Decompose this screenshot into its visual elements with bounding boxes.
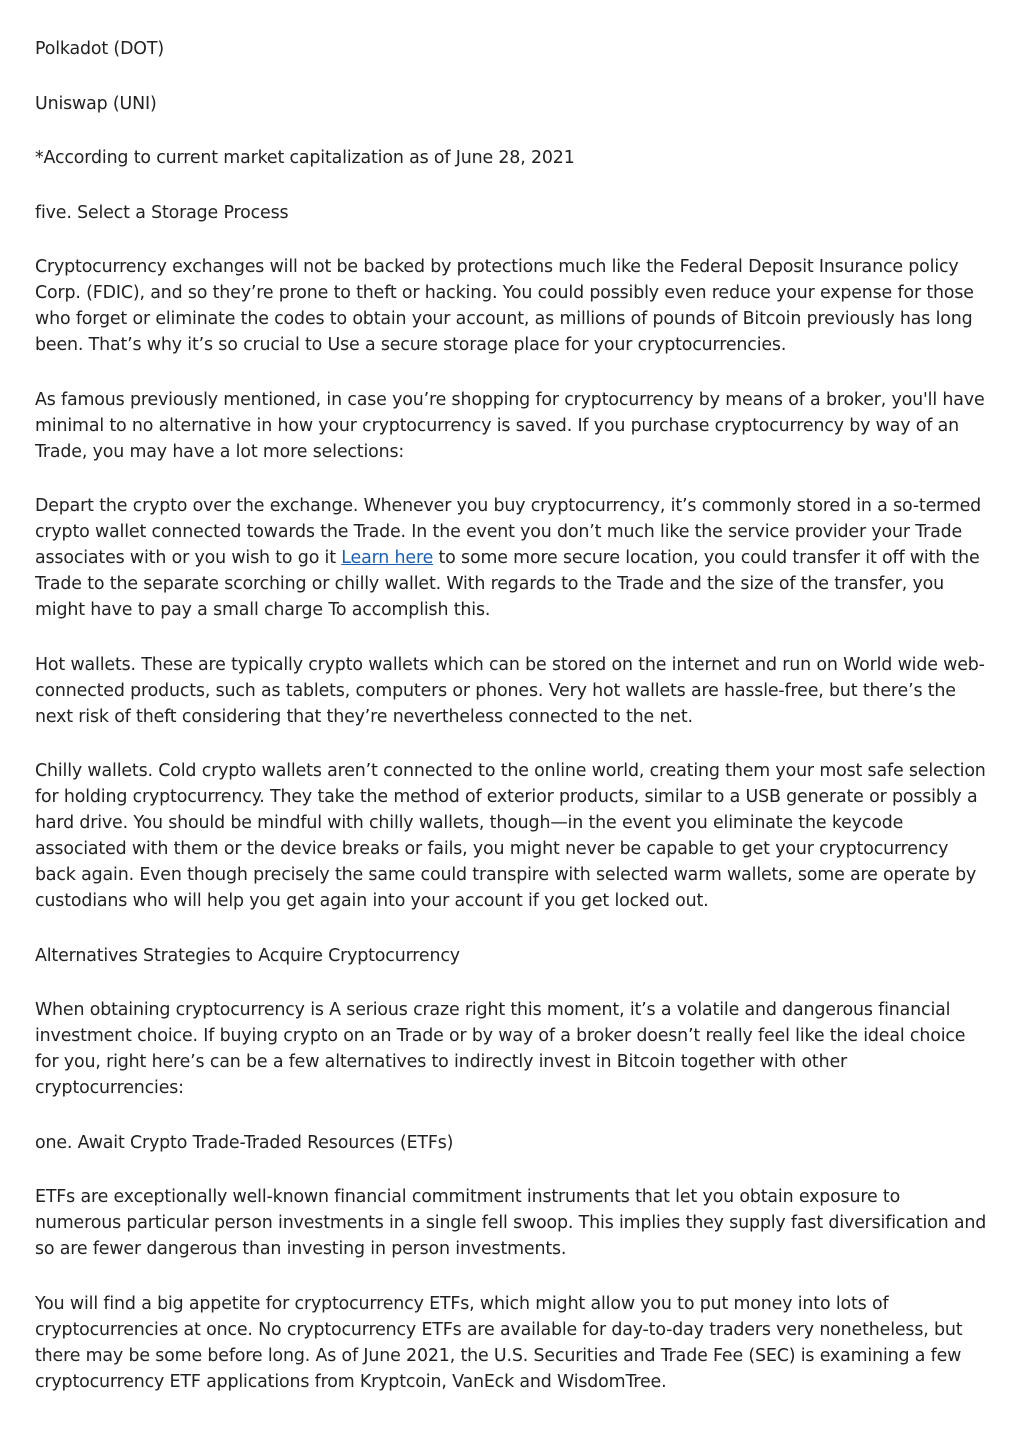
paragraph-etf-description: ETFs are exceptionally well-known financial commitment instruments that let you obtain exposure to numerous particular person investments in a single fell swoop. This implies they supply fast diversification and so are fewer dangerous than investing in person investments.: [35, 1187, 987, 1259]
paragraph-crypto-etf-appetite: You will find a big appetite for cryptocurrency ETFs, which might allow you to put money into lots of cryptocurrencies at once. No cryptocurrency ETFs are available for day-to-day traders very nonetheless, but there may be some before long. As of June 2021, the U.S. Securities and Trade Fee (SEC) is examining a few cryptocurrency ETF applications from Kryptcoin, VanEck and WisdomTree.: [35, 1293, 963, 1392]
document-body: [35, 36, 989, 1423]
list-item-polkadot: Polkadot (DOT): [35, 39, 164, 59]
learn-here-link[interactable]: Learn here: [341, 548, 434, 568]
paragraph-hot-wallets: Hot wallets. These are typically crypto wallets which can be stored on the internet and run on World wide web-connected products, such as tablets, computers or phones. Very hot wallets are hassle-free, but there’s the next risk of theft considering that they’re nevertheless connected to the net.: [35, 654, 985, 727]
paragraph-broker-options: As famous previously mentioned, in case you’re shopping for cryptocurrency by means of a broker, you'll have minimal to no alternative in how your cryptocurrency is saved. If you purchase cryptocurrency by way of an Trade, you may have a lot more selections:: [35, 389, 985, 462]
paragraph-leave-on-exchange: [35, 493, 989, 623]
market-cap-footnote: *According to current market capitalization as of June 28, 2021: [35, 148, 575, 168]
paragraph-cold-wallets: Chilly wallets. Cold crypto wallets aren’t connected to the online world, creating them your most safe selection for holding cryptocurrency. They take the method of exterior products, similar to a USB generate or possibly a hard drive. You should be mindful with chilly wallets, though—in the event you eliminate the keycode associated with them or the device breaks or fails, you might never be capable to get your cryptocurrency back again. Even though precisely the same could transpire with selected warm wallets, some are operate by custodians who will help you get again into your account if you get locked out.: [35, 761, 986, 911]
paragraph-text-before-link: Depart the crypto over the exchange. Whenever you buy cryptocurrency, it’s commonly stored in a so-termed crypto wallet connected towards the Trade. In the event you don’t much like the service provider your Trade associates with or you wish to go it: [35, 496, 982, 568]
section-heading-alternatives: Alternatives Strategies to Acquire Cryptocurrency: [35, 945, 460, 966]
paragraph-exchanges-protection: Cryptocurrency exchanges will not be backed by protections much like the Federal Deposit Insurance policy Corp. (FDIC), and so they’re prone to theft or hacking. You could possibly even reduce your expense for those who forget or eliminate the codes to obtain your account, as millions of pounds of Bitcoin previously has long been. That’s why it’s so crucial to Use a secure storage place for your cryptocurrencies.: [35, 257, 974, 355]
section-heading-etfs: one. Await Crypto Trade-Traded Resources (ETFs): [35, 1132, 454, 1153]
section-heading-storage: five. Select a Storage Process: [35, 202, 289, 223]
paragraph-volatile-investment: When obtaining cryptocurrency is A serious craze right this moment, it’s a volatile and dangerous financial investment choice. If buying crypto on an Trade or by way of a broker doesn’t really feel like the ideal choice for you, right here’s can be a few alternatives to indirectly invest in Bitcoin together with other cryptocurrencies:: [35, 1000, 966, 1098]
paragraph-text-after-link: to some more secure location, you could transfer it off with the Trade to the separate scorching or chilly wallet. With regards to the Trade and the size of the transfer, you might have to pay a small charge To accomplish this.: [35, 548, 980, 620]
list-item-uniswap: Uniswap (UNI): [35, 93, 157, 114]
